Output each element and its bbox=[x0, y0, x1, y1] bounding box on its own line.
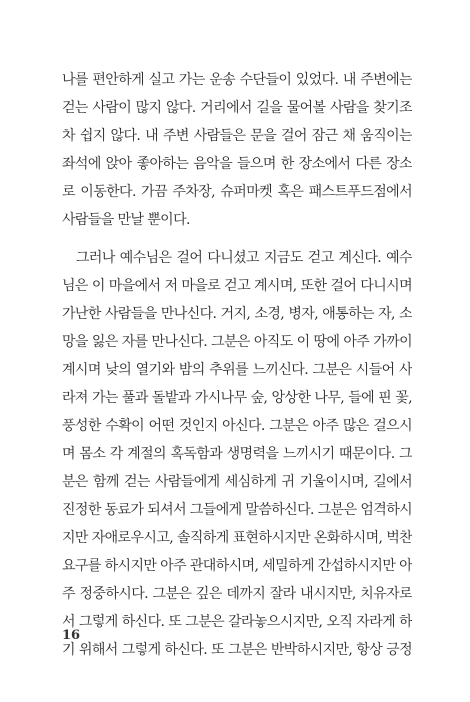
text-line: 계시며 낮의 열기와 밤의 추위를 느끼신다. 그분은 시들어 사 bbox=[62, 362, 412, 378]
text-line: 차 쉽지 않다. 내 주변 사람들은 문을 걸어 잠근 채 움직이는 bbox=[62, 128, 412, 144]
text-line: 기 위해서 그렇게 하신다. 또 그분은 반박하시지만, 항상 긍정 bbox=[62, 642, 412, 658]
text-line: 지만 자애로우시고, 솔직하게 표현하시지만 온화하시며, 벅찬 bbox=[62, 530, 412, 546]
text-line: 망을 잃은 자를 만나신다. 그분은 아직도 이 땅에 아주 가까이 bbox=[62, 334, 412, 350]
text-line: 주 정중하시다. 그분은 깊은 데까지 잘라 내시지만, 치유자로 bbox=[62, 586, 412, 602]
page-number: 16 bbox=[62, 628, 81, 643]
text-line: 가난한 사람들을 만나신다. 거지, 소경, 병자, 애통하는 자, 소 bbox=[62, 306, 412, 322]
text-line: 걷는 사람이 많지 않다. 거리에서 길을 물어볼 사람을 찾기조 bbox=[62, 100, 412, 116]
text-line: 서 그렇게 하신다. 또 그분은 갈라놓으시지만, 오직 자라게 하 bbox=[62, 614, 412, 630]
text-line: 로 이동한다. 가끔 주차장, 슈퍼마켓 혹은 패스트푸드점에서 bbox=[62, 184, 412, 200]
text-line: 요구를 하시지만 아주 관대하시며, 세밀하게 간섭하시지만 아 bbox=[62, 558, 412, 574]
text-line: 며 몸소 각 계절의 혹독함과 생명력을 느끼시기 때문이다. 그 bbox=[62, 446, 412, 462]
text-line: 그러나 예수님은 걸어 다니셨고 지금도 걷고 계신다. 예수 bbox=[76, 250, 412, 266]
text-line: 풍성한 수확이 어떤 것인지 아신다. 그분은 아주 많은 걸으시 bbox=[62, 418, 412, 434]
text-line: 사람들을 만날 뿐이다. bbox=[62, 212, 190, 228]
paragraph-2 bbox=[62, 244, 412, 664]
text-line: 라져 가는 풀과 돌밭과 가시나무 숲, 앙상한 나무, 들에 핀 꽃, bbox=[62, 390, 412, 406]
text-line: 분은 함께 걷는 사람들에게 세심하게 귀 기울이시며, 길에서 bbox=[62, 474, 412, 490]
text-line: 나를 편안하게 실고 가는 운송 수단들이 있었다. 내 주변에는 bbox=[62, 72, 412, 88]
text-line: 좌석에 앉아 좋아하는 음악을 들으며 한 장소에서 다른 장소 bbox=[62, 156, 412, 172]
paragraph-1 bbox=[62, 66, 412, 234]
text-line: 진정한 동료가 되셔서 그들에게 말씀하신다. 그분은 엄격하시 bbox=[62, 502, 412, 518]
text-line: 님은 이 마을에서 저 마을로 걷고 계시며, 또한 걸어 다니시며 bbox=[62, 278, 412, 294]
